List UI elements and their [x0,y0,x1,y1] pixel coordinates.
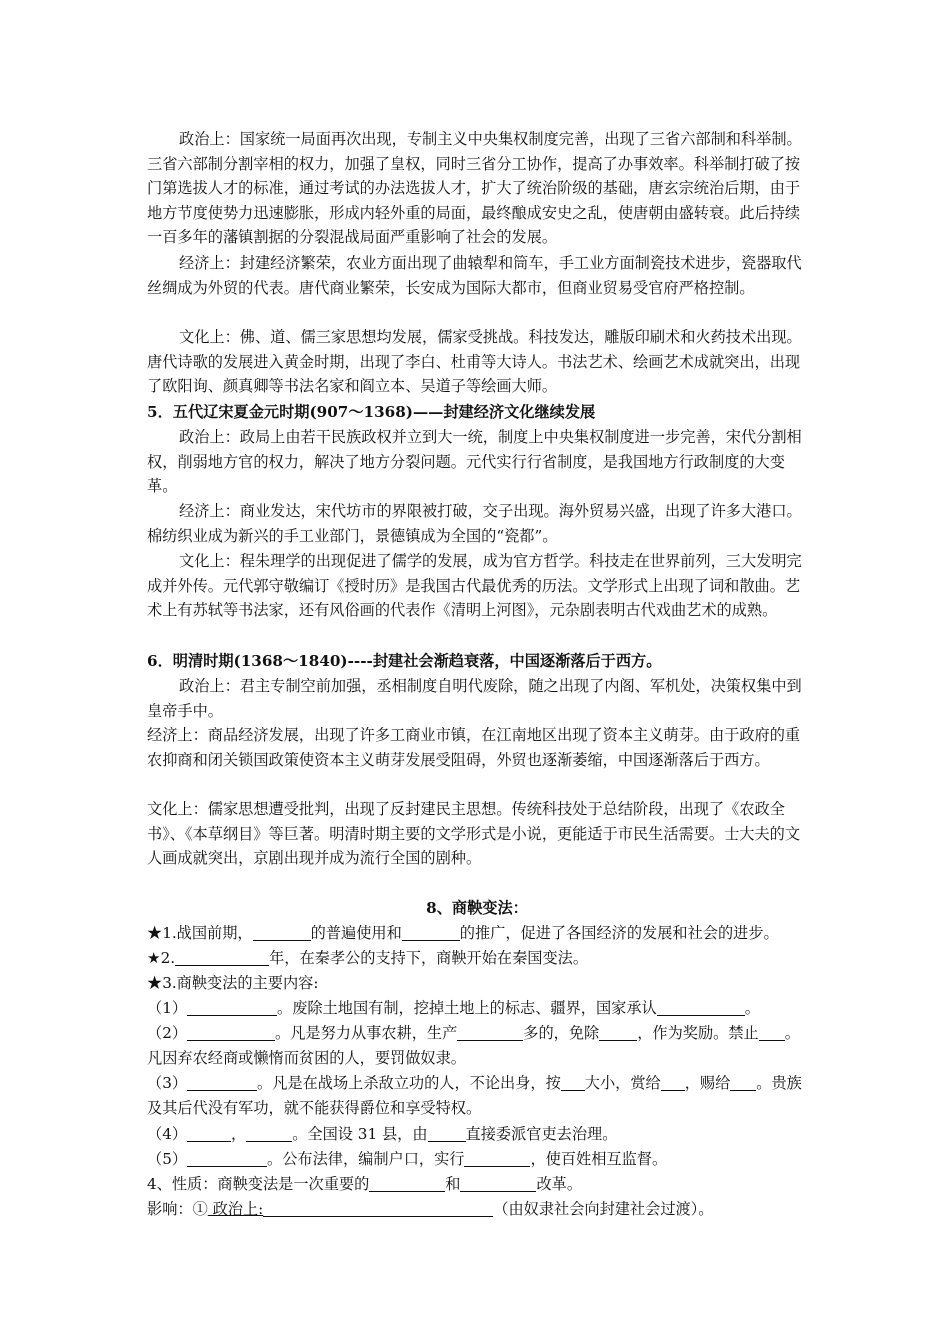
q1-text-b: 的普遍使用和 [310,924,402,942]
blank-3-1[interactable] [187,999,277,1016]
i1-text-b: 。废除土地国有制，挖掉土地上的标志、疆界，国家承认 [277,999,657,1017]
i2-text-d: ，作为奖励。禁止 [637,1024,759,1042]
item-3 [147,1071,807,1120]
blank-5-1[interactable] [187,1074,257,1091]
question-5 [147,1197,807,1222]
i3-text-e: 。贵族及其后代没有军功，就不能获得爵位和享受特权。 [147,1074,802,1117]
blank-7-2[interactable] [464,1150,530,1167]
i2-text-e: 。凡因弃农经商或懒惰而贫困的人，要罚做奴隶。 [147,1024,800,1067]
blank-1-2[interactable] [402,924,460,941]
item-2 [147,1021,807,1070]
song-economy-paragraph: 经济上：商业发达，宋代坊市的界限被打破，交子出现。海外贸易兴盛，出现了许多大港口。棉纺织业成为新兴的手工业部门，景德镇成为全国的“瓷都”。 [147,502,802,545]
blank-8-2[interactable] [460,1175,536,1192]
blank-3-2[interactable] [657,999,745,1016]
item-5 [147,1147,807,1172]
i3-text-c: 大小，赏给 [584,1074,661,1092]
item-4 [147,1122,807,1147]
tang-economy-paragraph: 经济上：封建经济繁荣，农业方面出现了曲辕犁和筒车，手工业方面制瓷技术进步，瓷器取代丝绸成为外贸的代表。唐代商业繁荣，长安成为国际大都市，但商业贸易受官府严格控制。 [147,254,802,297]
q5-text-a: 影响：① [147,1200,208,1218]
item-1 [147,996,807,1021]
song-politics-paragraph: 政治上：政局上由若干民族政权并立到大一统，制度上中央集权制度进一步完善，宋代分割相权，削弱地方官的权力，解决了地方分裂问题。元代实行行省制度，是我国地方行政制度的大变革。 [147,428,802,495]
blank-9-1[interactable] [263,1200,493,1217]
blank-5-3[interactable] [661,1074,685,1091]
i2-text-b: 。凡是努力从事农耕，生产 [275,1024,458,1042]
i1-text-c: 。 [744,999,760,1017]
i4-text-c: 。全国设 31 县，由 [292,1125,428,1143]
i2-text-c: 多的，免除 [523,1024,600,1042]
blank-6-2[interactable] [246,1125,292,1142]
i4-text-a: （4） [147,1125,188,1143]
ming-politics-paragraph: 政治上：君主专制空前加强，丞相制度自明代废除，随之出现了内阁、军机处，决策权集中到皇帝手中。 [147,677,802,720]
i3-text-a: （3） [147,1074,188,1092]
q4-text-a: 4、性质：商鞅变法是一次重要的 [147,1175,370,1193]
q5-text-b: 政治上: [207,1200,264,1218]
q1-text-a: ★1.战国前期， [147,924,253,942]
i5-text-b: 。公布法律，编制户口，实行 [267,1150,465,1168]
question-1 [147,921,807,946]
i5-text-a: （5） [147,1150,188,1168]
ming-economy-paragraph: 经济上：商品经济发展，出现了许多工商业市镇，在江南地区出现了资本主义萌芽。由于政府的重农抑商和闭关锁国政策使资本主义萌芽发展受阻碍，外贸也逐渐萎缩，中国逐渐落后于西方。 [147,726,801,769]
i4-text-b: ， [231,1125,247,1143]
blank-5-2[interactable] [561,1074,585,1091]
q5-text-c: （由奴隶社会向封建社会过渡）。 [493,1200,714,1218]
i3-text-d: ，赐给 [684,1074,731,1092]
tang-culture-paragraph: 文化上：佛、道、儒三家思想均发展，儒家受挑战。科技发达，雕版印刷术和火药技术出现。唐代诗歌的发展进入黄金时期，出现了李白、杜甫等大诗人。书法艺术、绘画艺术成就突出，出现了欧阳询、颜真卿等书法名家和阎立本、吴道子等绘画大师。 [147,328,802,395]
question-3: ★3.商鞅变法的主要内容: [147,974,319,992]
blank-4-4[interactable] [759,1024,785,1041]
blank-8-1[interactable] [369,1175,445,1192]
blank-6-1[interactable] [187,1125,231,1142]
i3-text-b: 。凡是在战场上杀敌立功的人，不论出身，按 [257,1074,561,1092]
blank-1-1[interactable] [253,924,311,941]
i5-text-c: ，使百姓相互监督。 [530,1150,668,1168]
q4-text-b: 和 [445,1175,461,1193]
question-4 [147,1172,807,1197]
q2-text-a: ★2. [147,949,176,967]
blank-6-3[interactable] [428,1125,466,1142]
tang-politics-paragraph: 政治上：国家统一局面再次出现，专制主义中央集权制度完善，出现了三省六部制和科举制。三省六部制分割宰相的权力，加强了皇权，同时三省分工协作，提高了办事效率。科举制打破了按门第选拔人才的标准，通过考试的办法选拔人才，扩大了统治阶级的基础，唐玄宗统治后期，由于地方节度使势力迅速膨胀，形成内轻外重的局面，最终酿成安史之乱，使唐朝由盛转衰。此后持续一百多年的藩镇割据的分裂混战局面严重影响了社会的发展。 [147,130,802,246]
song-culture-paragraph: 文化上：程朱理学的出现促进了儒学的发展，成为官方哲学。科技走在世界前列，三大发明完成并外传。元代郭守敬编订《授时历》是我国古代最优秀的历法。文学形式上出现了词和散曲。艺术上有苏轼等书法家，还有风俗画的代表作《清明上河图》，元杂剧表明古代戏曲艺术的成熟。 [147,552,802,619]
q2-text-b: 年，在秦孝公的支持下，商鞅开始在秦国变法。 [269,949,589,967]
i1-text-a: （1） [147,999,188,1017]
blank-4-1[interactable] [187,1024,275,1041]
i2-text-a: （2） [147,1024,188,1042]
section-heading-5: 5．五代辽宋夏金元时期(907～1368)——封建经济文化继续发展 [147,403,596,421]
section-heading-8: 8、商鞅变法： [426,899,528,917]
blank-5-4[interactable] [730,1074,756,1091]
section-heading-6: 6．明清时期(1368～1840)----封建社会渐趋衰落，中国逐渐落后于西方。 [147,652,662,670]
q1-text-c: 的推广，促进了各国经济的发展和社会的进步。 [459,924,779,942]
i4-text-d: 直接委派官吏去治理。 [465,1125,618,1143]
blank-4-3[interactable] [599,1024,637,1041]
q4-text-c: 改革。 [536,1175,583,1193]
question-2 [147,946,807,971]
blank-2-1[interactable] [175,949,269,966]
blank-4-2[interactable] [457,1024,523,1041]
blank-7-1[interactable] [187,1150,267,1167]
ming-culture-paragraph: 文化上：儒家思想遭受批判，出现了反封建民主思想。传统科技处于总结阶段，出现了《农政全书》、《本草纲目》等巨著。明清时期主要的文学形式是小说，更能适于市民生活需要。士大夫的文人画成就突出，京剧出现并成为流行全国的剧种。 [147,800,801,867]
